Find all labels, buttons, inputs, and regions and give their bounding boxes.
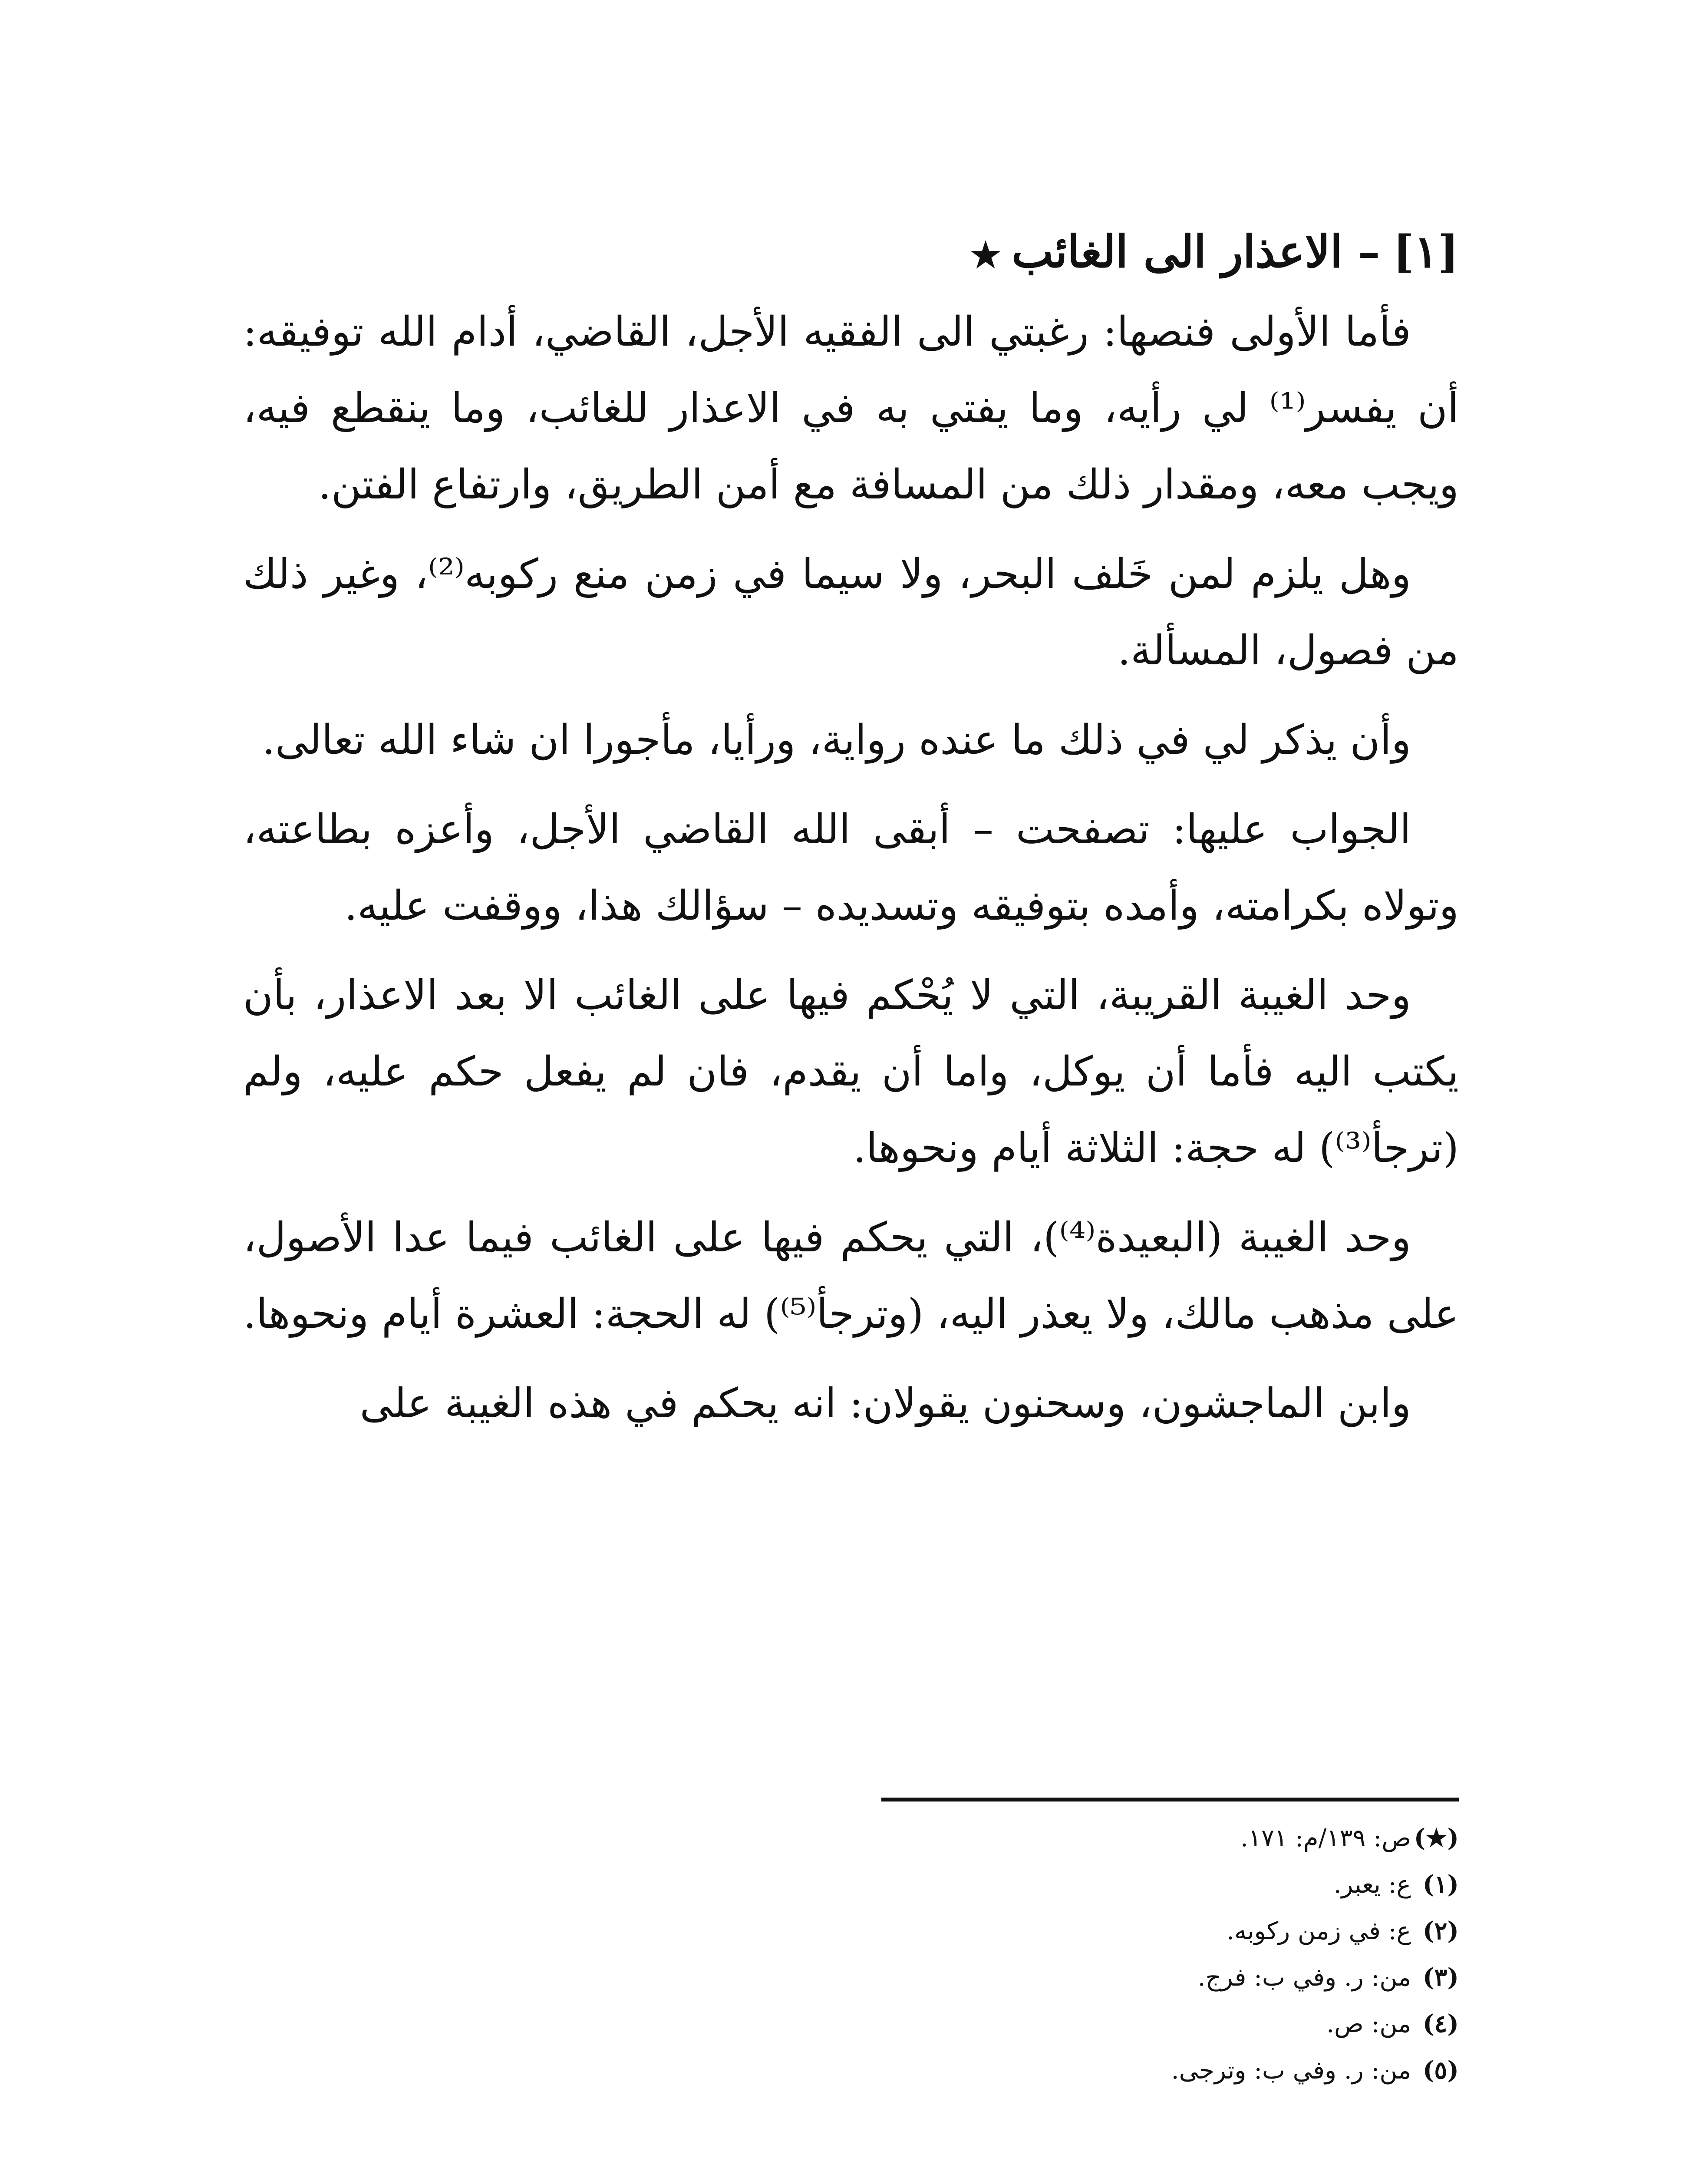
section-number: [١]	[1393, 226, 1459, 278]
footnote-marker: (٤)	[1422, 2009, 1459, 2038]
paragraph-ibn-majishun: وابن الماجشون، وسحنون يقولان: انه يحكم في هذه الغيبة على	[359, 1380, 1411, 1427]
footnote-item	[677, 1954, 1459, 2001]
footnote-marker: (٣)	[1422, 1963, 1459, 1992]
footnote-text: من: ر. وفي ب: وترجى.	[1171, 2056, 1411, 2085]
star-icon: ★	[970, 234, 1001, 275]
section-heading	[243, 217, 1459, 290]
footnote-item	[677, 1908, 1459, 1954]
paragraph-near-absence: وحد الغيبة القريبة، التي لا يُحْكم فيها على الغائب الا بعد الاعذار، بأن يكتب اليه فأما أن يوكل، واما أن يقدم، فان لم يفعل حكم عليه، ولم (ترجأ⁽³⁾) له حجة: الثلاثة أيام ونحوها.	[243, 972, 1459, 1172]
footnote-marker: (١)	[1422, 1870, 1459, 1899]
footnote-marker: (٥)	[1422, 2056, 1459, 2085]
footnote-item	[677, 2001, 1459, 2047]
section-title: – الاعذار الى الغائب	[1011, 226, 1380, 278]
footnote-marker: (٢)	[1422, 1917, 1459, 1945]
paragraph-question-1: فأما الأولى فنصها: رغبتي الى الفقيه الأجل، القاضي، أدام الله توفيقه: أن يفسر⁽¹⁾ لي رأيه، وما يفتي به في الاعذار للغائب، وما ينقطع فيه، ويجب معه، ومقدار ذلك من المسافة مع أمن الطريق، وارتفاع الفتن.	[243, 308, 1459, 508]
document-page	[243, 217, 1459, 2171]
footnote-list	[677, 1815, 1459, 2094]
footnote-text: ع: في زمن ركوبه.	[1227, 1917, 1411, 1945]
footnote-text: ع: يعبر.	[1333, 1871, 1411, 1899]
footnote-text: ص: ١٣٩/م: ١٧١.	[1240, 1824, 1411, 1852]
footnote-item	[677, 1815, 1459, 1861]
footnote-divider	[881, 1798, 1459, 1801]
footnote-marker: (★)	[1414, 1824, 1459, 1852]
paragraph-answer-intro: الجواب عليها: تصفحت – أبقى الله القاضي الأجل، وأعزه بطاعته، وتولاه بكرامته، وأمده بتوفيقه وتسديده – سؤالك هذا، ووقفت عليه.	[243, 806, 1459, 930]
footnote-text: من: ص.	[1326, 2010, 1411, 2038]
paragraph-far-absence: وحد الغيبة (البعيدة⁽⁴⁾)، التي يحكم فيها على الغائب فيما عدا الأصول، على مذهب مالك، ولا يعذر اليه، (وترجأ⁽⁵⁾) له الحجة: العشرة أيام ونحوها.	[243, 1214, 1459, 1338]
paragraph-question-2: وهل يلزم لمن خَلف البحر، ولا سيما في زمن منع ركوبه⁽²⁾، وغير ذلك من فصول، المسألة.	[243, 551, 1459, 674]
footnote-text: من: ر. وفي ب: فرج.	[1197, 1963, 1411, 1992]
footnote-item	[677, 1861, 1459, 1908]
paragraph-question-3: وأن يذكر لي في ذلك ما عنده رواية، ورأيا، مأجورا ان شاء الله تعالى.	[262, 716, 1411, 764]
footnote-item	[677, 2047, 1459, 2094]
